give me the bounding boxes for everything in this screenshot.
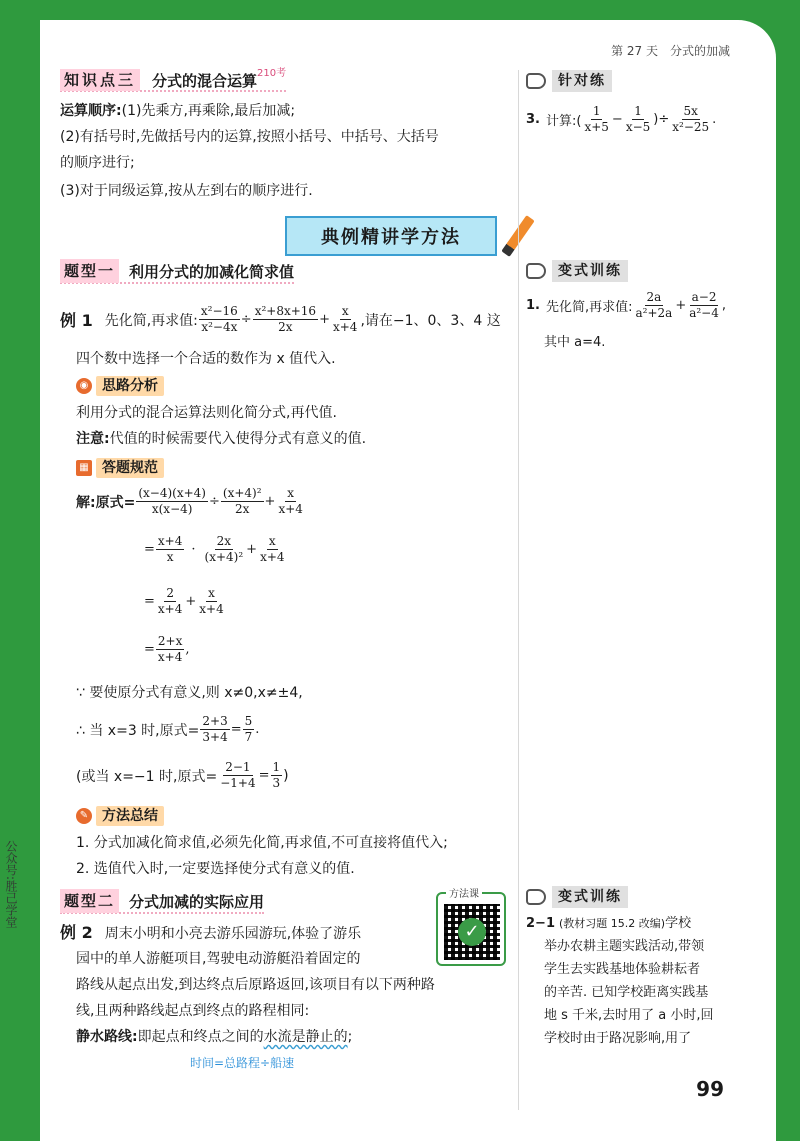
variant-q1-line2: 其中 a=4. (544, 335, 606, 350)
analysis-heading (76, 376, 164, 396)
example1-lead: 先化简,再求值: (104, 312, 198, 329)
s4-num: 2+x (157, 634, 183, 648)
v2-line1 (526, 912, 714, 935)
s2a-num: x+4 (157, 534, 183, 548)
example2-text1: 周末小明和小亮去游乐园游玩,体验了游乐 (104, 926, 362, 942)
time-annotation: 时间=总路程÷船速 (190, 1056, 295, 1070)
q3a-num: 1 (592, 104, 601, 118)
v2-src: (教材习题 15.2 改编) (558, 917, 666, 930)
s1-frac-a (136, 486, 208, 517)
type2-title: 分式加减的实际应用 (129, 892, 265, 911)
solution-step1 (76, 486, 306, 517)
v1b-den: a²−4 (689, 306, 719, 320)
q3c-num: 5x (683, 104, 698, 118)
s1a-den: x(x−4) (151, 502, 193, 516)
solution-step2 (144, 534, 288, 565)
pointing-hand-icon (526, 263, 546, 279)
still-label: 静水路线: (76, 1029, 138, 1045)
knowledge-title (152, 67, 287, 91)
side-practice-q3 (526, 104, 716, 135)
order-label: 运算顺序: (60, 103, 122, 119)
knowledge-point-heading (60, 67, 287, 92)
s4-frac (156, 634, 184, 665)
q3-mid: )÷ (653, 112, 670, 127)
ex1-f3-den: x+4 (332, 320, 358, 334)
page (40, 20, 776, 1141)
s1-plus: + (264, 494, 276, 509)
q3-frac-a (582, 104, 610, 135)
s2-frac-a (156, 534, 184, 565)
side-practice-title: 针对练 (552, 70, 612, 92)
type1-tag: 题型一 (60, 259, 119, 283)
ex1-fraction-1 (199, 304, 240, 335)
ex1-f1-den: x²−4x (201, 320, 238, 334)
note-text: 代值的时候需要代入使得分式有意义的值. (109, 431, 367, 447)
wm-eq: = (258, 768, 270, 783)
example2-line2: 园中的单人游艇项目,驾驶电动游艇沿着固定的 (76, 951, 361, 967)
pointing-hand-icon (526, 889, 546, 905)
answer-title: 答题规范 (96, 458, 164, 478)
s3-eq: = (144, 594, 155, 609)
type2-heading (60, 890, 264, 914)
s2-frac-b (203, 534, 246, 565)
qr-title: 方法课 (446, 885, 482, 900)
ex1-op1: ÷ (240, 312, 252, 327)
s1c-den: x+4 (278, 502, 303, 516)
still-text-a: 即起点和终点之间的 (137, 1029, 264, 1045)
analysis-note (76, 426, 366, 452)
s2c-den: x+4 (260, 550, 285, 564)
side-practice-heading (526, 70, 612, 92)
q3-num: 3. (526, 112, 540, 127)
s1-div: ÷ (208, 494, 220, 509)
s2b-num: 2x (216, 534, 232, 548)
s1b-den: 2x (235, 502, 250, 516)
s2-plus: + (246, 542, 258, 557)
s2b-den: (x+4)² (204, 550, 244, 564)
wmb-num: 1 (272, 760, 281, 774)
variant-training-heading-1 (526, 260, 628, 282)
v1-num: 1. (526, 298, 540, 313)
ex1-fraction-2 (253, 304, 318, 335)
v1-lead: 先化简,再求值: (545, 300, 633, 315)
analysis-line1: 利用分式的混合运算法则化简分式,再代值. (76, 405, 337, 421)
s2-dot: · (191, 542, 196, 557)
w3-eq: = (230, 722, 242, 737)
summary-line2: 2. 选值代入时,一定要选择使分式有意义的值. (76, 861, 355, 877)
answer-heading (76, 458, 164, 478)
v2-line2: 举办农耕主题实践活动,带领 (544, 939, 705, 954)
q3-frac-b (624, 104, 652, 135)
order-line3: 的顺序进行; (60, 155, 135, 171)
check-icon: ✓ (458, 918, 486, 946)
v2-line3: 学生去实践基地体验耕耘者 (544, 962, 701, 977)
still-text-c: ; (347, 1029, 353, 1045)
variant-training-title-2: 变式训练 (552, 886, 628, 908)
w3b-den: 7 (244, 730, 253, 744)
s3-plus: + (185, 594, 197, 609)
v1b-num: a−2 (691, 290, 717, 304)
wma-num: 2−1 (225, 760, 251, 774)
when3-text: ∴ 当 x=3 时,原式= (76, 722, 200, 739)
pointing-hand-icon (526, 73, 546, 89)
q3-minus: − (611, 112, 623, 127)
whenm1-text: (或当 x=−1 时,原式= (76, 768, 218, 785)
s1b-num: (x+4)² (222, 486, 262, 500)
w3-frac-a (200, 714, 229, 745)
page-number: 99 (696, 1077, 724, 1101)
q3-lead: 计算:( (545, 114, 582, 129)
order-line2: (2)有括号时,先做括号内的运算,按照小括号、中括号、大括号 (60, 129, 439, 145)
banner-text: 典例精讲学方法 (321, 227, 461, 248)
solution-when-3 (76, 714, 259, 745)
analysis-title: 思路分析 (96, 376, 164, 396)
analysis-icon: ◉ (76, 378, 92, 394)
w3b-num: 5 (244, 714, 253, 728)
still-water-route (76, 1024, 352, 1050)
w3-period: . (255, 722, 260, 737)
s3-frac-a (156, 586, 184, 617)
w3-frac-b (243, 714, 255, 745)
s1-frac-c (276, 486, 304, 517)
example1-label: 例 1 (60, 311, 93, 330)
v2-line4: 的辛苦. 已知学校距离实践基 (544, 985, 709, 1000)
variant-q2-1 (526, 912, 714, 1050)
v1-frac-a (634, 290, 675, 321)
example1-tail: ,请在−1、0、3、4 这 (360, 312, 501, 329)
q3a-den: x+5 (584, 120, 609, 134)
wm-frac-a (218, 760, 257, 791)
v1-end: , (721, 298, 727, 313)
solution-step4 (144, 634, 190, 665)
example2-line4: 线,且两种路线起点到终点的路程相同: (76, 1003, 310, 1019)
exam-count: 210考 (257, 67, 287, 79)
v2-line6: 学校时由于路况影响,用了 (544, 1031, 692, 1046)
summary-icon: ✎ (76, 808, 92, 824)
sidebar-note: 公众号:胜己学堂 (4, 840, 18, 929)
summary-line1: 1. 分式加减化简求值,必须先化简,再求值,不可直接将值代入; (76, 835, 448, 851)
knowledge-tag: 知识点三 (60, 69, 140, 91)
wm-frac-b (271, 760, 283, 791)
s3b-num: x (208, 586, 215, 600)
ex1-op2: + (319, 312, 330, 327)
s3b-den: x+4 (199, 602, 224, 616)
type1-title: 利用分式的加减化简求值 (129, 262, 295, 281)
order-text1: (1)先乘方,再乘除,最后加减; (121, 103, 296, 119)
q3b-den: x−5 (625, 120, 651, 134)
s4-eq: = (144, 642, 155, 657)
note-label: 注意: (76, 431, 110, 447)
ex1-fraction-3 (331, 304, 359, 335)
method-banner (285, 216, 497, 256)
variant-q1 (526, 290, 726, 321)
s1c-num: x (287, 486, 295, 500)
knowledge-title-text: 分式的混合运算 (152, 71, 258, 90)
solution-step3 (144, 586, 227, 617)
ex1-f3-num: x (341, 304, 349, 318)
q3-end: . (712, 112, 717, 127)
v1a-num: 2a (646, 290, 662, 304)
v1-frac-b (687, 290, 721, 321)
variant-training-title-1: 变式训练 (552, 260, 628, 282)
still-text-b: 水流是静止的 (263, 1029, 348, 1045)
s1-frac-b (221, 486, 264, 517)
solution-condition: ∵ 要使原分式有意义,则 x≠0,x≠±4, (76, 685, 303, 701)
calendar-icon: ▦ (76, 460, 92, 476)
v2-num: 2−1 (526, 916, 555, 931)
solution-when-m1 (76, 760, 289, 791)
qr-code-box[interactable] (436, 889, 506, 966)
s2-eq: = (144, 542, 155, 557)
q3b-num: 1 (634, 104, 642, 118)
q3c-den: x²−25 (672, 120, 710, 134)
v2-text1: 学校 (665, 916, 692, 931)
example2-line1 (60, 920, 361, 947)
example2-line3: 路线从起点出发,到达终点后原路返回,该项目有以下两种路 (76, 977, 435, 993)
s4-den: x+4 (157, 650, 183, 664)
wmb-den: 3 (272, 776, 281, 790)
wma-den: −1+4 (220, 776, 256, 790)
example1-line2: 四个数中选择一个合适的数作为 x 值代入. (76, 351, 336, 367)
w3a-den: 3+4 (202, 730, 228, 744)
s3a-num: 2 (166, 586, 174, 600)
summary-heading (76, 806, 164, 826)
ex1-f2-den: 2x (278, 320, 293, 334)
solution-label: 解:原式= (76, 494, 136, 511)
type2-tag: 题型二 (60, 889, 119, 913)
summary-title: 方法总结 (96, 806, 164, 826)
q3-frac-c (670, 104, 711, 135)
w3a-num: 2+3 (202, 714, 228, 728)
ex1-f1-num: x²−16 (200, 304, 238, 318)
s3-frac-b (197, 586, 225, 617)
s2c-num: x (268, 534, 276, 548)
s1a-num: (x−4)(x+4) (138, 486, 206, 500)
v2-line5: 地 s 千米,去时用了 a 小时,回 (544, 1008, 714, 1023)
order-line4: (3)对于同级运算,按从左到右的顺序进行. (60, 183, 313, 199)
ex1-f2-num: x²+8x+16 (254, 304, 317, 318)
order-line1 (60, 98, 295, 124)
wm-close: ) (283, 767, 289, 784)
page-header: 第 27 天 分式的加减 (611, 44, 730, 58)
variant-training-heading-2 (526, 886, 628, 908)
example2-label: 例 2 (60, 923, 93, 942)
v1a-den: a²+2a (635, 306, 673, 320)
column-divider (518, 70, 519, 1110)
v1-plus: + (675, 298, 687, 313)
s2a-den: x (166, 550, 174, 564)
s3a-den: x+4 (157, 602, 183, 616)
s2-frac-c (258, 534, 286, 565)
example1-question (60, 304, 501, 335)
s4-comma: , (185, 642, 190, 657)
type1-heading (60, 260, 294, 284)
